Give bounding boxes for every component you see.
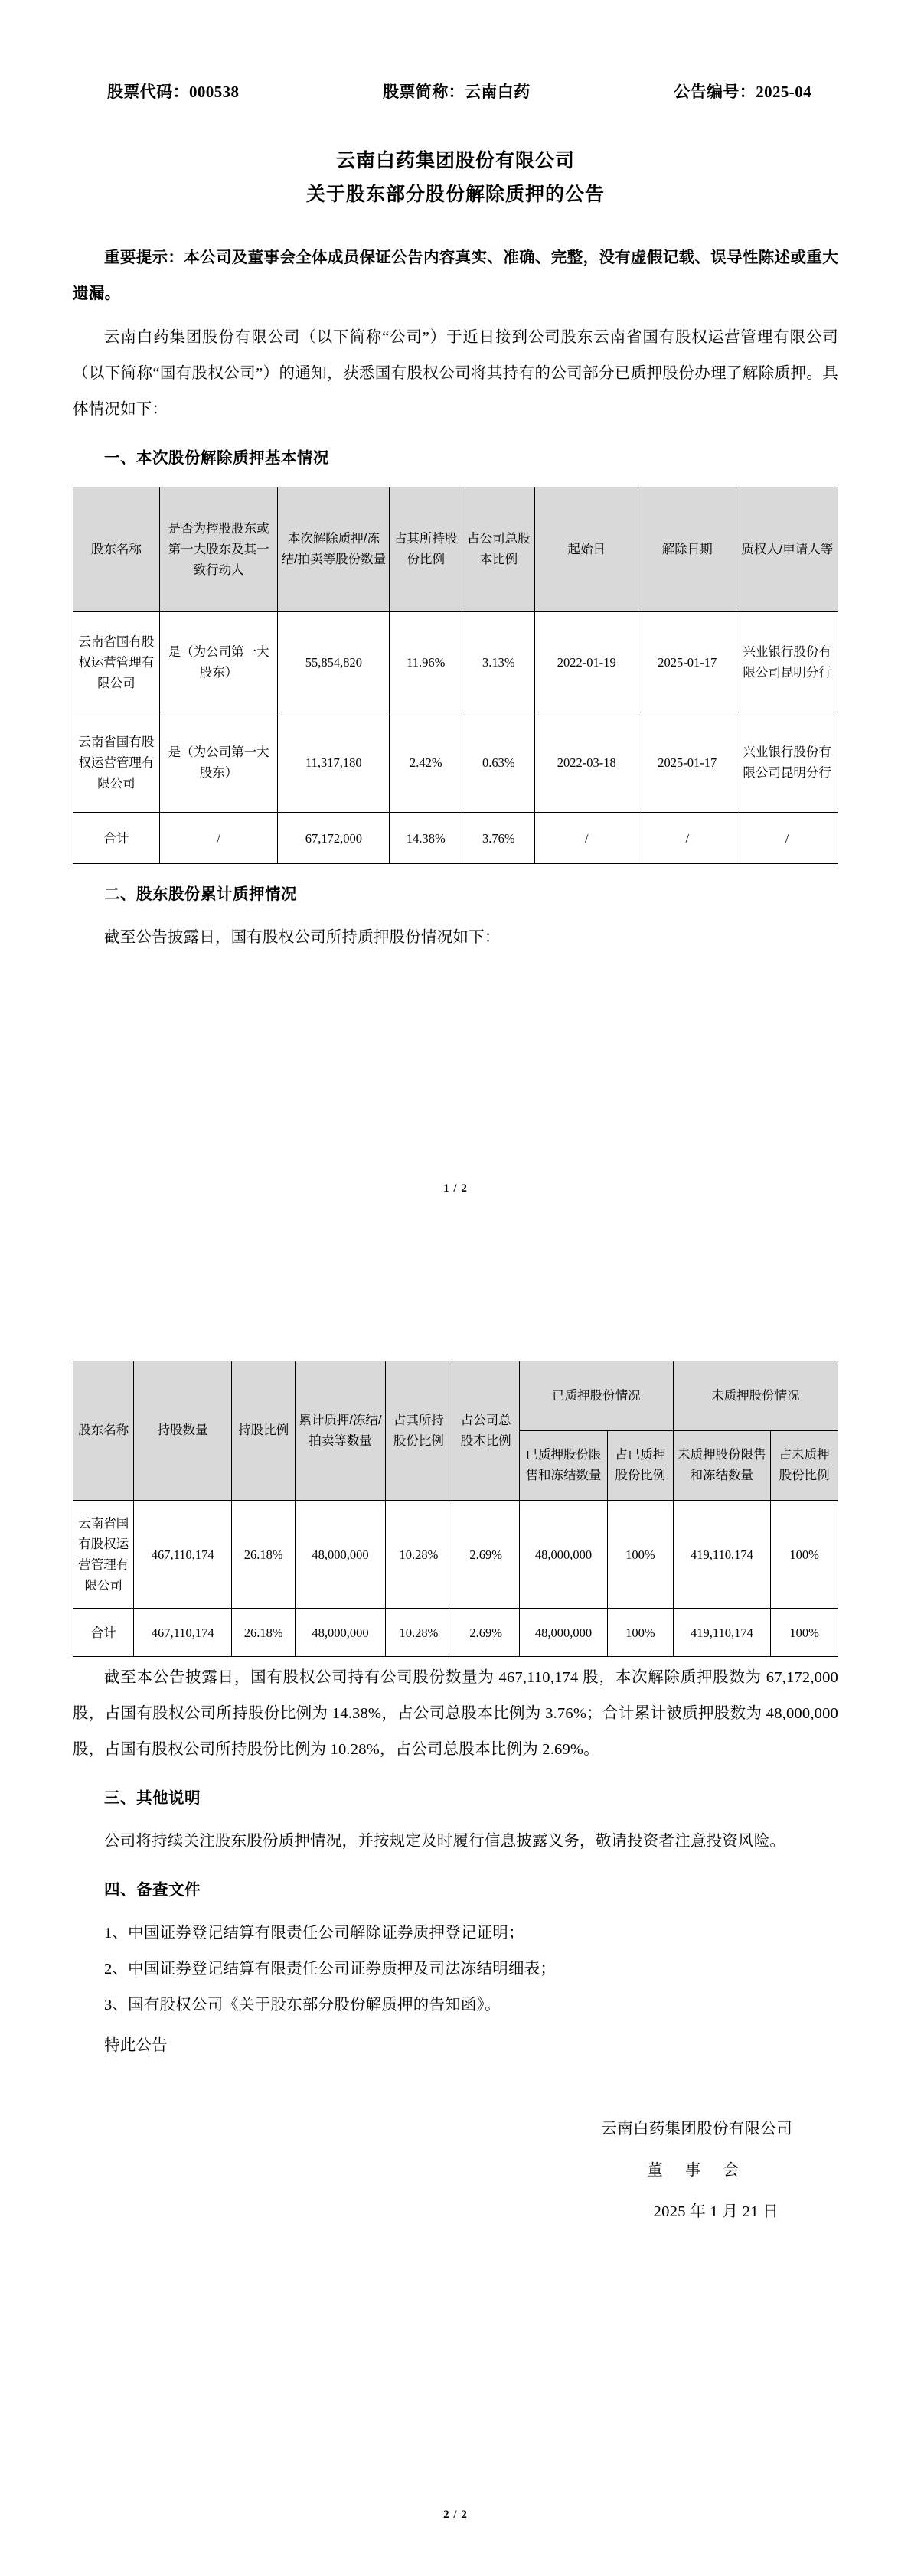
reference-document-item-3: 3、国有股权公司《关于股东部分股份解质押的告知函》。: [104, 1997, 501, 2014]
table-header-row-group: [73, 1361, 838, 1431]
page-footer-1: 1 / 2: [443, 1182, 468, 1195]
cell-is-controlling: 是（为公司第一大股东）: [159, 712, 278, 813]
cell-total-cumulative-pledged: 48,000,000: [296, 1609, 385, 1657]
column-header-unpledged-restricted: 未质押股份限售和冻结数量: [673, 1431, 770, 1501]
cell-shareholder-name: 云南省国有股权运营管理有限公司: [73, 712, 160, 813]
cell-total-release-date: /: [638, 813, 736, 864]
intro-paragraph: 云南白药集团股份有限公司（以下简称“公司”）于近日接到公司股东云南省国有股权运营管理有限公司（以下简称“国有股权公司”）的通知，获悉国有股权公司将其持有的公司部分已质押股份办理了解除质押。具体情况如下：: [73, 329, 838, 418]
section-heading-1: 一、本次股份解除质押基本情况: [104, 449, 329, 467]
cell-pct-of-total: 0.63%: [462, 712, 535, 813]
stock-name-label: 股票简称：云南白药: [383, 83, 531, 101]
section-heading-4: 四、备查文件: [104, 1881, 201, 1899]
cell-total-label: 合计: [73, 1609, 134, 1657]
cell-pct-of-holding: 10.28%: [385, 1501, 452, 1609]
page-title-line-2: 关于股东部分股份解除质押的公告: [305, 184, 605, 205]
cell-total-label: 合计: [73, 813, 160, 864]
column-header-cumulative-pledged: 累计质押/冻结/拍卖等数量: [296, 1361, 385, 1501]
section-2-lead: 截至公告披露日，国有股权公司所持质押股份情况如下：: [104, 929, 501, 946]
cell-holding-shares: 467,110,174: [134, 1501, 231, 1609]
column-header-pct-of-total: 占公司总股本比例: [452, 1361, 520, 1501]
document-page-2: [0, 1247, 911, 2576]
cell-pct-of-total: 3.13%: [462, 612, 535, 712]
cell-total-holding-pct: 26.18%: [231, 1609, 296, 1657]
cell-start-date: 2022-01-19: [535, 612, 638, 712]
column-header-start-date: 起始日: [535, 487, 638, 612]
cell-pct-of-holding: 2.42%: [390, 712, 462, 813]
cell-release-date: 2025-01-17: [638, 712, 736, 813]
cell-total-pledgee: /: [736, 813, 838, 864]
section-heading-3: 三、其他说明: [104, 1789, 201, 1807]
cell-holding-pct: 26.18%: [231, 1501, 296, 1609]
column-header-unpledged-pct: 占未质押股份比例: [771, 1431, 838, 1501]
cell-cumulative-pledged: 48,000,000: [296, 1501, 385, 1609]
column-header-pledgee: 质权人/申请人等: [736, 487, 838, 612]
cell-shareholder-name: 云南省国有股权运营管理有限公司: [73, 1501, 134, 1609]
cumulative-pledge-table: [73, 1361, 838, 1657]
cell-total-released-shares: 67,172,000: [278, 813, 390, 864]
column-header-pct-of-holding: 占其所持股份比例: [390, 487, 462, 612]
cell-unpledged-restricted: 419,110,174: [673, 1501, 770, 1609]
cell-shareholder-name: 云南省国有股权运营管理有限公司: [73, 612, 160, 712]
cell-start-date: 2022-03-18: [535, 712, 638, 813]
column-header-shareholder-name: 股东名称: [73, 487, 160, 612]
cell-unpledged-pct: 100%: [771, 1501, 838, 1609]
document-page-1: [0, 0, 911, 1247]
cell-total-pct-of-holding: 14.38%: [390, 813, 462, 864]
cell-total-pct-of-total: 2.69%: [452, 1609, 520, 1657]
table-header-row: [73, 487, 838, 612]
cell-pct-of-total: 2.69%: [452, 1501, 520, 1609]
table-total-row: [73, 1609, 838, 1657]
cell-pledged-restricted: 48,000,000: [520, 1501, 608, 1609]
important-notice: 重要提示：本公司及董事会全体成员保证公告内容真实、准确、完整，没有虚假记载、误导性陈述或重大遗漏。: [73, 249, 838, 302]
announcement-number-label: 公告编号：2025-04: [674, 83, 811, 101]
cell-total-pct-of-holding: 10.28%: [385, 1609, 452, 1657]
cell-total-unpledged-restricted: 419,110,174: [673, 1609, 770, 1657]
document-header: [73, 80, 838, 103]
section-2-summary: 截至本公告披露日，国有股权公司持有公司股份数量为 467,110,174 股，本次解除质押股数为 67,172,000 股，占国有股权公司所持股份比例为 14.38%，占公司总股本比例为 3.76%；合计累计被质押股数为 48,000,000 股，占国有股权公司所持股份比例为 10.28%，占公司总股本比例为 2.69%。: [73, 1669, 838, 1758]
cell-total-holding-shares: 467,110,174: [134, 1609, 231, 1657]
cell-pct-of-holding: 11.96%: [390, 612, 462, 712]
table-row: [73, 612, 838, 712]
cell-released-shares: 11,317,180: [278, 712, 390, 813]
column-header-holding-shares: 持股数量: [134, 1361, 231, 1501]
cell-total-unpledged-pct: 100%: [771, 1609, 838, 1657]
column-header-is-controlling: 是否为控股股东或第一大股东及其一致行动人: [159, 487, 278, 612]
stock-code-label: 股票代码：000538: [107, 83, 240, 101]
table-total-row: [73, 813, 838, 864]
cell-total-pledged-restricted: 48,000,000: [520, 1609, 608, 1657]
column-header-released-shares: 本次解除质押/冻结/拍卖等股份数量: [278, 487, 390, 612]
column-header-holding-pct: 持股比例: [231, 1361, 296, 1501]
group-header-unpledged-shares: 未质押股份情况: [673, 1361, 838, 1431]
cell-pledged-pct: 100%: [607, 1501, 673, 1609]
page-title-line-1: 云南白药集团股份有限公司: [335, 150, 575, 171]
signature-date: 2025 年 1 月 21 日: [653, 2203, 779, 2220]
cell-total-pledged-pct: 100%: [607, 1609, 673, 1657]
column-header-release-date: 解除日期: [638, 487, 736, 612]
signature-company-name: 云南白药集团股份有限公司: [601, 2121, 792, 2137]
column-header-pct-of-total: 占公司总股本比例: [462, 487, 535, 612]
signature-block: [73, 2108, 838, 2232]
group-header-pledged-shares: 已质押股份情况: [520, 1361, 674, 1431]
column-header-pct-of-holding: 占其所持股份比例: [385, 1361, 452, 1501]
section-heading-2: 二、股东股份累计质押情况: [104, 885, 297, 903]
page-footer-2: 2 / 2: [443, 2509, 468, 2521]
column-header-shareholder-name: 股东名称: [73, 1361, 134, 1501]
column-header-pledged-pct: 占已质押股份比例: [607, 1431, 673, 1501]
cell-total-start-date: /: [535, 813, 638, 864]
cell-is-controlling: 是（为公司第一大股东）: [159, 612, 278, 712]
section-3-body: 公司将持续关注股东股份质押情况，并按规定及时履行信息披露义务，敬请投资者注意投资风险。: [104, 1833, 786, 1850]
cell-release-date: 2025-01-17: [638, 612, 736, 712]
reference-document-item-2: 2、中国证券登记结算有限责任公司证券质押及司法冻结明细表；: [104, 1961, 557, 1978]
cell-pledgee: 兴业银行股份有限公司昆明分行: [736, 612, 838, 712]
cell-total-pct-of-total: 3.76%: [462, 813, 535, 864]
release-details-table: [73, 487, 838, 864]
closing-statement: 特此公告: [104, 2037, 168, 2054]
table-row: [73, 712, 838, 813]
table-row: [73, 1501, 838, 1609]
cell-pledgee: 兴业银行股份有限公司昆明分行: [736, 712, 838, 813]
reference-document-item-1: 1、中国证券登记结算有限责任公司解除证券质押登记证明；: [104, 1925, 524, 1942]
column-header-pledged-restricted: 已质押股份限售和冻结数量: [520, 1431, 608, 1501]
cell-released-shares: 55,854,820: [278, 612, 390, 712]
cell-total-is-controlling: /: [159, 813, 278, 864]
signature-board: 董 事 会: [647, 2162, 748, 2179]
